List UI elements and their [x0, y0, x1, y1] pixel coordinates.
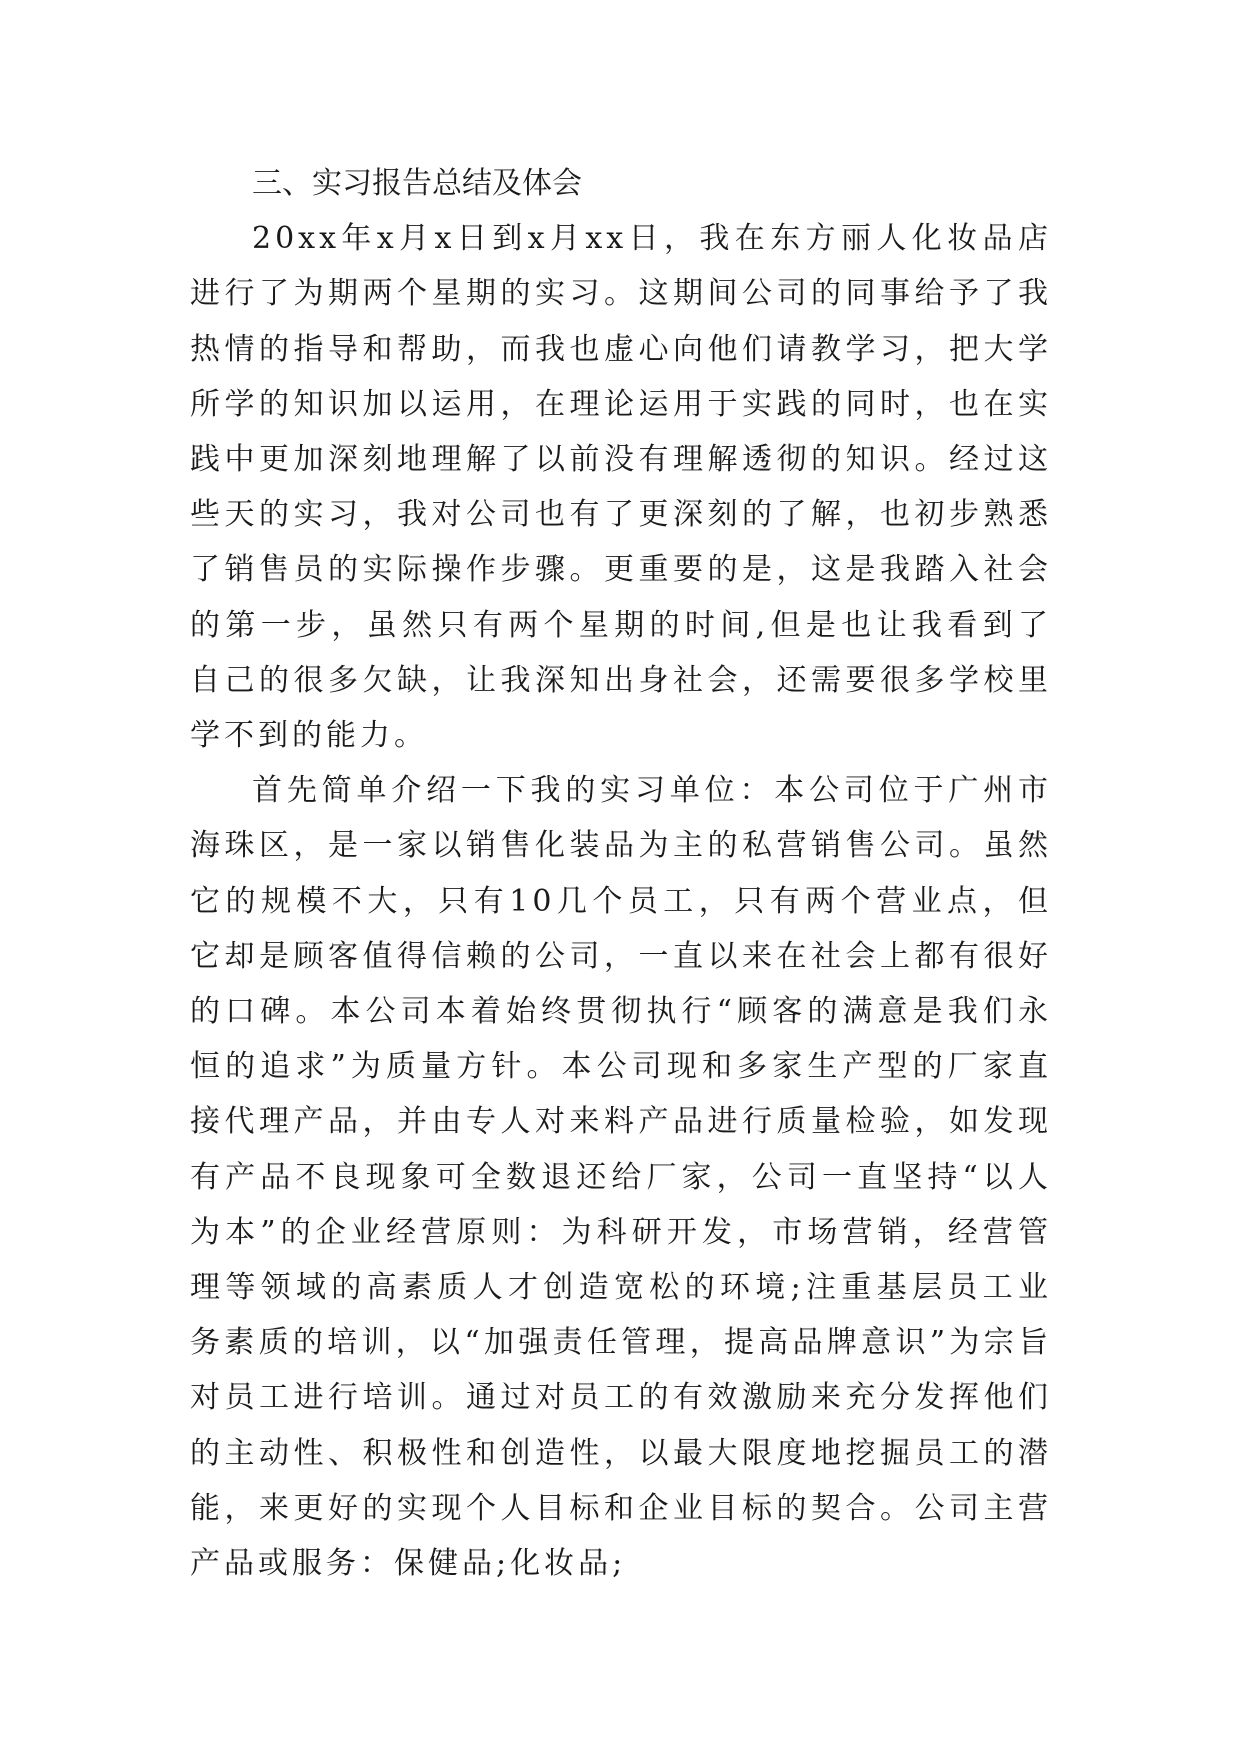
document-body — [190, 156, 1052, 1591]
paragraph-internship-summary: 20xx年x月x日到x月xx日，我在东方丽人化妆品店进行了为期两个星期的实习。这期间公司的同事给予了我热情的指导和帮助，而我也虚心向他们请教学习，把大学所学的知识加以运用，在理论运用于实践的同时，也在实践中更加深刻地理解了以前没有理解透彻的知识。经过这些天的实习，我对公司也有了更深刻的了解，也初步熟悉了销售员的实际操作步骤。更重要的是，这是我踏入社会的第一步，虽然只有两个星期的时间,但是也让我看到了自己的很多欠缺，让我深知出身社会，还需要很多学校里学不到的能力。 — [190, 221, 1052, 754]
section-heading: 三、实习报告总结及体会 — [252, 166, 582, 201]
paragraph-company-introduction: 首先简单介绍一下我的实习单位：本公司位于广州市海珠区，是一家以销售化装品为主的私营销售公司。虽然它的规模不大，只有10几个员工，只有两个营业点，但它却是顾客值得信赖的公司，一直以来在社会上都有很好的口碑。本公司本着始终贯彻执行“顾客的满意是我们永恒的追求”为质量方针。本公司现和多家生产型的厂家直接代理产品，并由专人对来料产品进行质量检验，如发现有产品不良现象可全数退还给厂家，公司一直坚持“以人为本”的企业经营原则：为科研开发，市场营销，经营管理等领域的高素质人才创造宽松的环境;注重基层员工业务素质的培训，以“加强责任管理，提高品牌意识”为宗旨对员工进行培训。通过对员工的有效激励来充分发挥他们的主动性、积极性和创造性，以最大限度地挖掘员工的潜能，来更好的实现个人目标和企业目标的契合。公司主营产品或服务：保健品;化妆品; — [190, 773, 1052, 1582]
